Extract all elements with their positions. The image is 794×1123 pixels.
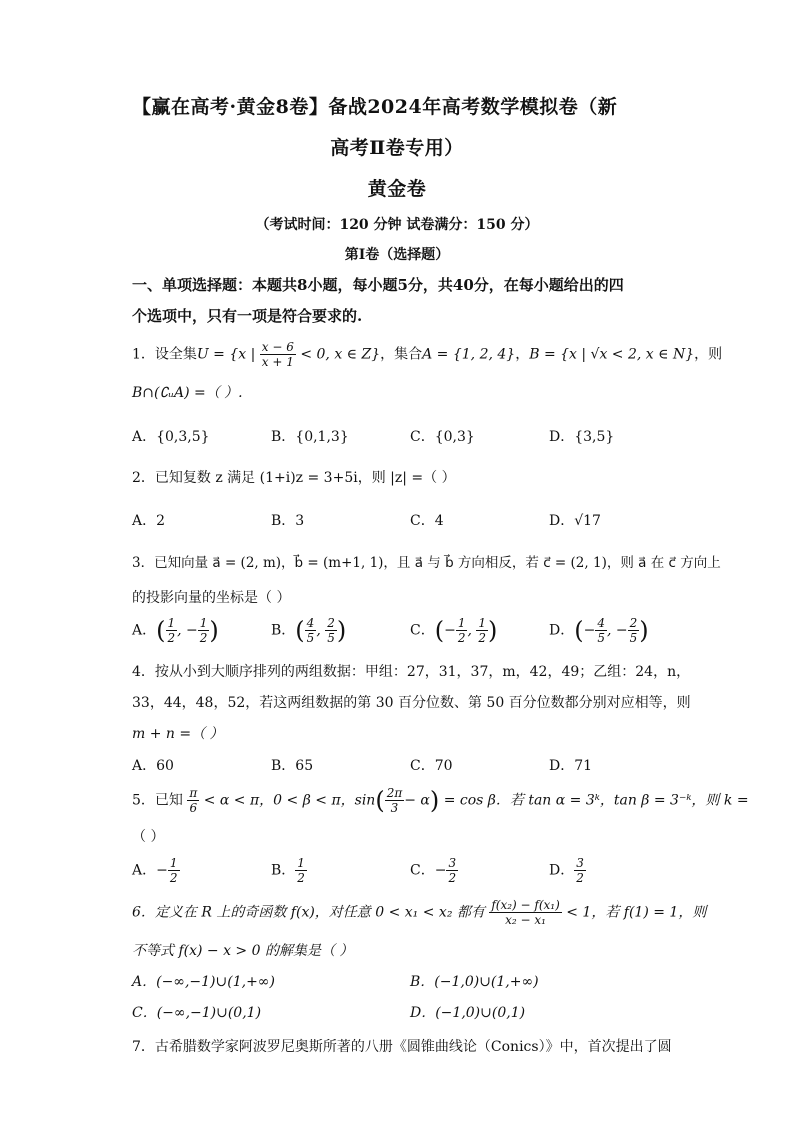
q3-frac-b [628,616,640,645]
q3-sep: , [316,622,326,639]
q3-option-c [410,616,497,645]
q3-paren-close: ) [209,616,219,645]
question-6-line-2: 不等式 f(x) − x > 0 的解集是（ ） [132,943,354,959]
q3-sep: , − [606,622,628,639]
q5-opt-frac-den: 2 [169,871,178,885]
q3-opt-label: B． [271,622,296,639]
q3-frac-b-den: 2 [199,631,208,645]
q3-frac-a [305,616,317,645]
q3-option-a [132,616,219,645]
question-5-stem: 5．已知 $\frac{\pi}{6}$ < α < π，0 < β < π，sin( $\frac{2\pi}{3}$ − α) = cos β．若 tan α = 3ᵏ，tan β = 3⁻ᵏ，则 k = [132,786,749,815]
q5-f2-den: 3 [390,801,399,815]
q3-frac-b [476,616,488,645]
q2-option-a: A．2 [132,513,166,529]
q1-tail: ，则 [694,346,723,363]
question-4-line-2: 33，44，48，52，若这两组数据的第 30 百分位数、第 50 百分位数都分别对应相等，则 [132,695,691,711]
q3-paren-open: ( [295,616,305,645]
q5-f1-den: 6 [189,801,198,815]
question-4-line-1: 4．按从小到大顺序排列的两组数据：甲组：27，31，37，m，42，49；乙组：24，n， [132,664,691,680]
q6-frac-num: f(x₂) − f(x₁) [491,898,560,912]
q4-option-d: D．71 [549,758,593,774]
q3-paren-open: ( [156,616,166,645]
q3-frac-a [456,616,468,645]
question-6-stem [132,898,706,927]
q3-frac-a [166,616,178,645]
q1-option-a: A．{0,3,5} [132,429,210,445]
part-title: 第Ⅰ卷（选择题） [344,247,450,263]
q3-frac-b-den: 5 [629,631,638,645]
q2-option-b: B．3 [271,513,305,529]
q5-f2-num: 2π [386,786,403,800]
q3-paren-close: ) [336,616,347,645]
q3-frac-b-den: 5 [327,631,335,645]
q3-frac-b-num: 2 [629,616,638,630]
q3-paren-close: ) [639,616,649,645]
q5-opt-frac-den: 2 [448,871,457,885]
q5-opt-frac [295,856,307,885]
q4-option-b: B．65 [271,758,314,774]
q3-lead-sign: − [583,622,596,639]
q5-opt-label: A． [132,862,157,879]
question-1-stem [132,340,722,369]
q5-option-b [271,856,307,885]
q3-frac-a-den: 5 [306,631,315,645]
q5-opt-frac-den: 2 [297,871,305,885]
question-3-line-1: 3．已知向量 a⃗ = (2, m)，b⃗ = (m+1, 1)，且 a⃗ 与 b⃗ 方向相反，若 c⃗ = (2, 1)，则 a⃗ 在 c⃗ 方向上 [132,555,721,571]
q3-option-b [271,616,346,645]
q5-f1-num: π [189,786,198,800]
q3-frac-a-den: 5 [597,631,605,645]
q1-fraction-num: x − 6 [261,340,294,354]
q5-opt-sign: − [156,862,168,879]
q6-fraction [489,898,561,927]
section-heading-line-2: 个选项中，只有一项是符合要求的. [132,307,363,325]
q6-prefix: 6．定义在 R 上的奇函数 f(x)，对任意 0 < x₁ < x₂ 都有 [132,904,485,921]
q1-option-c: C．{0,3} [410,429,475,445]
q3-frac-a-den: 2 [167,631,176,645]
q3-option-d [549,616,649,645]
q3-opt-label: D． [549,622,575,639]
q3-frac-b [198,616,210,645]
q1-prefix: 1．设全集 [132,346,197,363]
question-7-line-1: 7．古希腊数学家阿波罗尼奥斯所著的八册《圆锥曲线论（Conics）》中，首次提出了圆 [132,1039,672,1055]
q1-set-b: B = {x | √x < 2, x ∈ N} [529,346,695,363]
q5-opt-label: D． [549,862,575,879]
q6-option-c: C．(−∞,−1)∪(0,1) [132,1005,262,1021]
q5-prefix: 5．已知 [132,792,183,809]
q5-part1: < α < π，0 < β < π，sin [203,792,376,809]
q3-opt-label: C． [410,622,435,639]
title-line-2: 高考Ⅱ卷专用） [330,137,464,159]
q1-set-u: U = {x | [196,346,256,363]
q5-opt-frac-num: 3 [448,856,457,870]
q6-option-a: A．(−∞,−1)∪(1,+∞) [132,974,275,990]
q1-option-d: D．{3,5} [549,429,615,445]
q5-fraction-2pi-3 [385,786,405,815]
q5-opt-label: B． [271,862,296,879]
q3-frac-a-num: 4 [306,616,315,630]
title-line-1: 【赢在高考·黄金8卷】备战2024年高考数学模拟卷（新 [132,96,618,118]
q5-opt-label: C． [410,862,435,879]
q5-opt-frac [168,856,180,885]
q3-frac-b [325,616,337,645]
q3-frac-a-den: 2 [457,631,466,645]
question-4-line-3: m + n =（ ） [132,726,224,742]
q5-part3: = cos β．若 tan α = 3ᵏ，tan β = 3⁻ᵏ，则 k = [443,792,749,809]
q3-frac-a [595,616,607,645]
q5-option-a [132,856,180,885]
q4-option-c: C．70 [410,758,453,774]
q5-opt-frac-num: 1 [169,856,178,870]
q5-fraction-pi-6 [187,786,199,815]
q3-paren-open: ( [434,616,445,645]
q3-paren-open: ( [574,616,584,645]
q5-opt-frac-den: 2 [576,871,584,885]
q4-option-a: A．60 [132,758,174,774]
q3-frac-a-num: 4 [597,616,605,630]
q1-option-b: B．{0,1,3} [271,429,349,445]
question-1-line-2: B∩(∁ᵤA) =（ ）. [132,385,243,401]
q3-sep: , − [177,622,198,639]
q3-paren-close: ) [488,616,498,645]
subtitle: 黄金卷 [367,178,427,200]
q2-option-d: D．√17 [549,513,601,529]
q5-option-c [410,856,458,885]
q3-opt-label: A． [132,622,157,639]
q3-lead-sign: − [444,622,456,639]
q3-frac-b-den: 2 [478,631,487,645]
q3-frac-b-num: 1 [478,616,487,630]
question-2-stem: 2．已知复数 z 满足 (1+i)z = 3+5i，则 |z| =（ ） [132,470,456,486]
q5-part2: − α [404,792,430,809]
q5-opt-frac-num: 3 [576,856,584,870]
q3-frac-b-num: 2 [327,616,335,630]
q3-frac-b-num: 1 [199,616,208,630]
q1-set-u-tail: < 0, x ∈ Z} [300,346,381,363]
section-heading-line-1: 一、单项选择题：本题共8小题，每小题5分，共40分，在每小题给出的四 [132,276,624,294]
q6-tail: < 1，若 f(1) = 1，则 [566,904,707,921]
q3-frac-a-num: 1 [167,616,176,630]
q6-option-d: D．(−1,0)∪(0,1) [410,1005,526,1021]
q1-fraction-den: x + 1 [261,355,294,369]
q2-option-c: C．4 [410,513,444,529]
q5-opt-frac [446,856,458,885]
q1-set-a: A = {1, 2, 4} [422,346,516,363]
question-5-line-2: （ ） [132,829,165,845]
q5-option-d [549,856,586,885]
q1-mid1: ，集合 [380,346,423,363]
q6-frac-den: x₂ − x₁ [505,913,546,927]
q6-option-b: B．(−1,0)∪(1,+∞) [410,974,539,990]
q1-mid2: ， [515,346,530,363]
q3-frac-a-num: 1 [457,616,466,630]
q5-opt-frac-num: 1 [297,856,305,870]
q1-fraction [260,340,296,369]
question-3-line-2: 的投影向量的坐标是（ ） [132,590,291,606]
q5-opt-frac [574,856,586,885]
q3-sep: , [467,622,477,639]
exam-info: （考试时间：120 分钟 试卷满分：150 分） [255,217,539,233]
q5-opt-sign: − [434,862,447,879]
